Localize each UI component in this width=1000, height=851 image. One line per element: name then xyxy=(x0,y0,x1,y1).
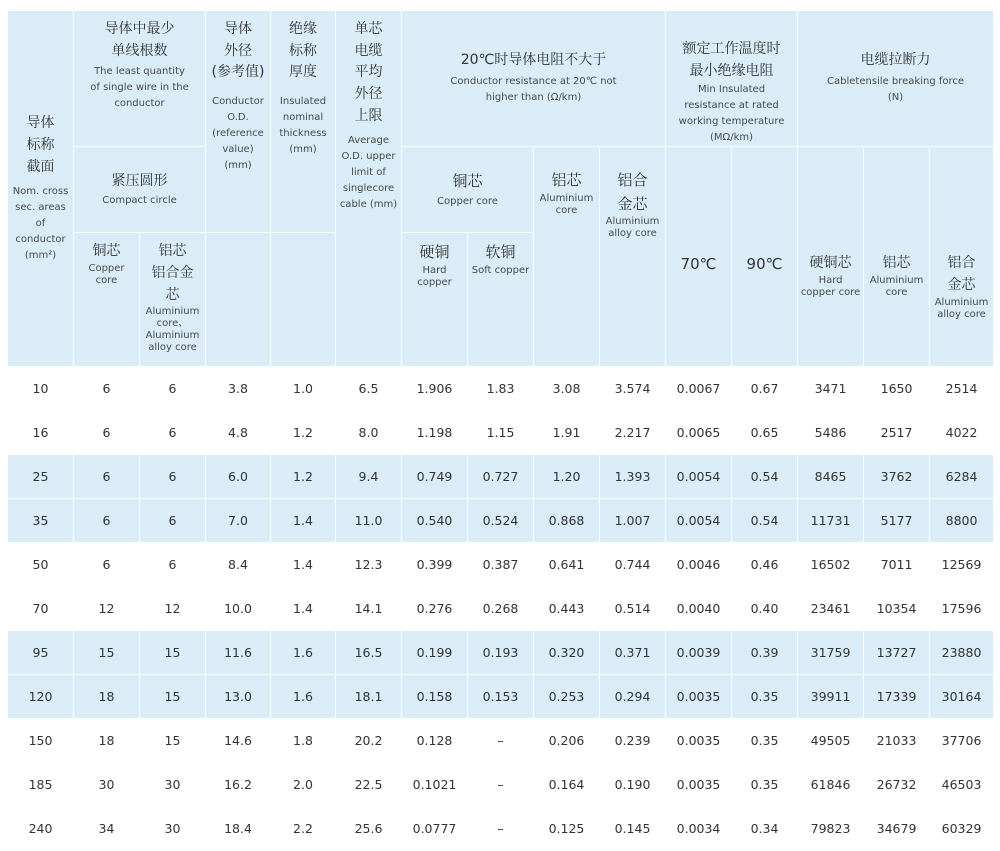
table-row xyxy=(8,587,994,631)
copper-core-wires-en: Copper core xyxy=(88,263,125,287)
cell-alloy-res: 1.393 xyxy=(600,455,666,499)
cell-soft-copper-res: 0.193 xyxy=(468,631,534,675)
cell-alu-wires: 6 xyxy=(140,455,206,499)
cell-copper-wires: 6 xyxy=(74,455,140,499)
min-wires-en: The least quantity of single wire in the conductor xyxy=(90,66,189,110)
cell-alloy-res: 0.239 xyxy=(600,719,666,763)
header-bf-hard-copper xyxy=(798,147,864,367)
cell-bf-hard-copper: 3471 xyxy=(798,367,864,411)
header-hard-copper xyxy=(402,233,468,367)
hard-copper-zh: 硬铜 xyxy=(419,243,450,262)
cell-nominal-area: 150 xyxy=(8,719,74,763)
cell-ins-res-70: 0.0039 xyxy=(666,631,732,675)
cell-nominal-area: 50 xyxy=(8,543,74,587)
table-row xyxy=(8,499,994,543)
cell-ins-res-70: 0.0046 xyxy=(666,543,732,587)
header-copper-core xyxy=(402,147,534,233)
breaking-force-zh: 电缆拉断力 xyxy=(860,51,931,68)
insulation-resistance-zh: 额定工作温度时 最小绝缘电阻 xyxy=(682,41,781,79)
cell-hard-copper-res: 0.276 xyxy=(402,587,468,631)
cell-bf-hard-copper: 39911 xyxy=(798,675,864,719)
cell-bf-alloy: 23880 xyxy=(930,631,994,675)
cell-conductor-od: 7.0 xyxy=(206,499,271,543)
cell-aluminium-res: 0.125 xyxy=(534,807,600,851)
cell-bf-alloy: 6284 xyxy=(930,455,994,499)
cell-bf-aluminium: 13727 xyxy=(864,631,930,675)
cell-aluminium-res: 0.253 xyxy=(534,675,600,719)
cell-bf-aluminium: 3762 xyxy=(864,455,930,499)
cell-soft-copper-res: 1.15 xyxy=(468,411,534,455)
cell-alloy-res: 3.574 xyxy=(600,367,666,411)
cell-insulation-thickness: 1.4 xyxy=(271,587,336,631)
header-copper-core-wires xyxy=(74,233,140,367)
table-row xyxy=(8,719,994,763)
header-od-spacer xyxy=(206,233,271,367)
cell-soft-copper-res: – xyxy=(468,763,534,807)
cell-ins-res-90: 0.46 xyxy=(732,543,798,587)
cell-copper-wires: 15 xyxy=(74,631,140,675)
insulation-zh: 绝缘 标称 厚度 xyxy=(289,21,317,81)
alu-core-wires-zh-top: 铝芯 xyxy=(158,243,187,260)
table-row xyxy=(8,763,994,807)
cell-nominal-area: 25 xyxy=(8,455,74,499)
cell-insulation-thickness: 1.4 xyxy=(271,499,336,543)
header-conductor-od xyxy=(206,11,271,233)
cell-aluminium-res: 0.641 xyxy=(534,543,600,587)
soft-copper-zh: 软铜 xyxy=(485,243,516,262)
hard-copper-en: Hard copper xyxy=(417,264,452,288)
alloy-core-zh: 铝合 金芯 xyxy=(617,171,648,213)
bf-alloy-en: Aluminium alloy core xyxy=(934,296,989,320)
cell-bf-alloy: 17596 xyxy=(930,587,994,631)
cell-alloy-res: 0.294 xyxy=(600,675,666,719)
cell-alloy-res: 0.145 xyxy=(600,807,666,851)
copper-core-wires-zh: 铜芯 xyxy=(92,243,121,260)
alloy-core-en: Aluminium alloy core xyxy=(605,215,660,239)
cell-avg-od: 25.6 xyxy=(336,807,402,851)
cell-ins-res-70: 0.0035 xyxy=(666,763,732,807)
cell-alu-wires: 15 xyxy=(140,719,206,763)
compact-circle-en: Compact circle xyxy=(102,194,177,206)
header-insulation-resistance xyxy=(666,11,798,147)
cell-alu-wires: 15 xyxy=(140,631,206,675)
cell-avg-od: 14.1 xyxy=(336,587,402,631)
cell-copper-wires: 6 xyxy=(74,411,140,455)
cell-nominal-area: 240 xyxy=(8,807,74,851)
header-aluminium-core xyxy=(534,147,600,367)
cell-ins-res-70: 0.0067 xyxy=(666,367,732,411)
cell-ins-res-90: 0.54 xyxy=(732,455,798,499)
resistance-zh: 20℃时导体电阻不大于 xyxy=(460,51,607,68)
cell-aluminium-res: 0.206 xyxy=(534,719,600,763)
cell-hard-copper-res: 0.749 xyxy=(402,455,468,499)
cell-copper-wires: 6 xyxy=(74,499,140,543)
table-row xyxy=(8,807,994,851)
resistance-en: Conductor resistance at 20℃ not higher than (Ω/km) xyxy=(450,75,617,103)
header-alloy-core xyxy=(600,147,666,367)
cell-bf-hard-copper: 16502 xyxy=(798,543,864,587)
cell-bf-hard-copper: 8465 xyxy=(798,455,864,499)
cell-copper-wires: 18 xyxy=(74,719,140,763)
cell-bf-aluminium: 2517 xyxy=(864,411,930,455)
cell-nominal-area: 10 xyxy=(8,367,74,411)
cell-conductor-od: 8.4 xyxy=(206,543,271,587)
cell-insulation-thickness: 1.6 xyxy=(271,631,336,675)
table-row xyxy=(8,455,994,499)
cell-bf-hard-copper: 5486 xyxy=(798,411,864,455)
cell-nominal-area: 185 xyxy=(8,763,74,807)
cell-hard-copper-res: 0.540 xyxy=(402,499,468,543)
cell-bf-alloy: 2514 xyxy=(930,367,994,411)
cell-bf-aluminium: 21033 xyxy=(864,719,930,763)
cell-ins-res-90: 0.35 xyxy=(732,763,798,807)
cell-soft-copper-res: 0.727 xyxy=(468,455,534,499)
cell-ins-res-90: 0.40 xyxy=(732,587,798,631)
cell-soft-copper-res: 1.83 xyxy=(468,367,534,411)
header-bf-aluminium xyxy=(864,147,930,367)
aluminium-core-en: Aluminium core xyxy=(539,192,594,216)
cell-conductor-od: 10.0 xyxy=(206,587,271,631)
cell-conductor-od: 6.0 xyxy=(206,455,271,499)
cell-conductor-od: 3.8 xyxy=(206,367,271,411)
nominal-area-zh: 导体 标称 截面 xyxy=(26,115,55,175)
cell-aluminium-res: 0.320 xyxy=(534,631,600,675)
cell-ins-res-70: 0.0034 xyxy=(666,807,732,851)
header-soft-copper xyxy=(468,233,534,367)
table-row xyxy=(8,675,994,719)
cell-bf-aluminium: 34679 xyxy=(864,807,930,851)
nominal-area-en: Nom. cross sec. areas of conductor (mm²) xyxy=(12,186,69,262)
cell-alloy-res: 0.744 xyxy=(600,543,666,587)
header-nominal-area xyxy=(8,11,74,367)
cell-hard-copper-res: 0.199 xyxy=(402,631,468,675)
cell-avg-od: 8.0 xyxy=(336,411,402,455)
cell-bf-alloy: 37706 xyxy=(930,719,994,763)
cell-ins-res-70: 0.0054 xyxy=(666,455,732,499)
header-breaking-force xyxy=(798,11,994,147)
cell-soft-copper-res: 0.387 xyxy=(468,543,534,587)
cell-soft-copper-res: – xyxy=(468,807,534,851)
cell-ins-res-70: 0.0065 xyxy=(666,411,732,455)
cell-ins-res-90: 0.35 xyxy=(732,719,798,763)
cell-aluminium-res: 3.08 xyxy=(534,367,600,411)
cell-alloy-res: 0.190 xyxy=(600,763,666,807)
copper-core-zh: 铜芯 xyxy=(452,172,483,191)
header-alu-core-wires xyxy=(140,233,206,367)
cell-avg-od: 6.5 xyxy=(336,367,402,411)
cell-nominal-area: 35 xyxy=(8,499,74,543)
cell-insulation-thickness: 1.6 xyxy=(271,675,336,719)
cell-bf-aluminium: 7011 xyxy=(864,543,930,587)
header-compact-circle xyxy=(74,147,206,233)
cell-alloy-res: 1.007 xyxy=(600,499,666,543)
cell-avg-od: 11.0 xyxy=(336,499,402,543)
cell-bf-aluminium: 10354 xyxy=(864,587,930,631)
cell-avg-od: 9.4 xyxy=(336,455,402,499)
header-bf-alloy xyxy=(930,147,994,367)
table-row xyxy=(8,411,994,455)
cell-insulation-thickness: 1.4 xyxy=(271,543,336,587)
header-avg-od xyxy=(336,11,402,367)
cell-copper-wires: 12 xyxy=(74,587,140,631)
cell-bf-hard-copper: 79823 xyxy=(798,807,864,851)
cell-alu-wires: 6 xyxy=(140,411,206,455)
bf-hard-copper-en: Hard copper core xyxy=(800,275,861,299)
cell-insulation-thickness: 2.0 xyxy=(271,763,336,807)
cell-ins-res-70: 0.0040 xyxy=(666,587,732,631)
cell-insulation-thickness: 2.2 xyxy=(271,807,336,851)
cell-aluminium-res: 0.164 xyxy=(534,763,600,807)
bf-hard-copper-zh: 硬铜芯 xyxy=(809,255,852,272)
insulation-resistance-en: Min Insulated resistance at rated working temperature (MΩ/km) xyxy=(678,84,785,144)
cell-alu-wires: 30 xyxy=(140,763,206,807)
table-row xyxy=(8,543,994,587)
bf-aluminium-en: Aluminium core xyxy=(869,275,924,299)
alu-core-wires-zh: 铝合金 芯 xyxy=(151,265,194,303)
cell-conductor-od: 11.6 xyxy=(206,631,271,675)
cable-spec-table xyxy=(7,10,994,851)
cell-conductor-od: 13.0 xyxy=(206,675,271,719)
temp-90-label: 90℃ xyxy=(746,255,783,274)
cell-hard-copper-res: 0.399 xyxy=(402,543,468,587)
cell-hard-copper-res: 0.158 xyxy=(402,675,468,719)
cell-insulation-thickness: 1.2 xyxy=(271,455,336,499)
cell-conductor-od: 16.2 xyxy=(206,763,271,807)
avg-od-zh: 单芯 电缆 平均 外径 上限 xyxy=(354,21,383,124)
cell-hard-copper-res: 0.1021 xyxy=(402,763,468,807)
compact-circle-zh: 紧压圆形 xyxy=(111,173,168,190)
cell-hard-copper-res: 0.128 xyxy=(402,719,468,763)
cell-bf-aluminium: 1650 xyxy=(864,367,930,411)
cell-alu-wires: 6 xyxy=(140,367,206,411)
cell-aluminium-res: 1.20 xyxy=(534,455,600,499)
cell-conductor-od: 4.8 xyxy=(206,411,271,455)
cell-alu-wires: 30 xyxy=(140,807,206,851)
cell-ins-res-90: 0.39 xyxy=(732,631,798,675)
cell-alu-wires: 15 xyxy=(140,675,206,719)
cell-bf-alloy: 8800 xyxy=(930,499,994,543)
cell-nominal-area: 70 xyxy=(8,587,74,631)
soft-copper-en: Soft copper xyxy=(471,264,530,276)
bf-alloy-zh: 铝合 金芯 xyxy=(947,255,976,294)
table-row xyxy=(8,631,994,675)
header-insulation-spacer xyxy=(271,233,336,367)
cell-bf-alloy: 4022 xyxy=(930,411,994,455)
cell-nominal-area: 16 xyxy=(8,411,74,455)
cell-avg-od: 18.1 xyxy=(336,675,402,719)
cell-bf-aluminium: 26732 xyxy=(864,763,930,807)
cell-bf-hard-copper: 11731 xyxy=(798,499,864,543)
copper-core-en: Copper core xyxy=(437,195,498,207)
cell-ins-res-90: 0.34 xyxy=(732,807,798,851)
header-temp-70 xyxy=(666,147,732,367)
header-resistance xyxy=(402,11,666,147)
cell-copper-wires: 6 xyxy=(74,543,140,587)
conductor-od-en: Conductor O.D. (reference value) (mm) xyxy=(212,96,264,172)
cell-bf-hard-copper: 61846 xyxy=(798,763,864,807)
cell-insulation-thickness: 1.8 xyxy=(271,719,336,763)
cell-ins-res-90: 0.67 xyxy=(732,367,798,411)
cell-avg-od: 16.5 xyxy=(336,631,402,675)
cell-bf-alloy: 30164 xyxy=(930,675,994,719)
header-temp-90 xyxy=(732,147,798,367)
min-wires-zh: 导体中最少 单线根数 xyxy=(104,21,175,59)
table-row xyxy=(8,367,994,411)
header-insulation xyxy=(271,11,336,233)
cell-bf-alloy: 60329 xyxy=(930,807,994,851)
cell-alloy-res: 0.514 xyxy=(600,587,666,631)
temp-70-label: 70℃ xyxy=(680,255,717,274)
cell-conductor-od: 18.4 xyxy=(206,807,271,851)
cell-bf-alloy: 12569 xyxy=(930,543,994,587)
cell-ins-res-70: 0.0054 xyxy=(666,499,732,543)
cell-ins-res-90: 0.35 xyxy=(732,675,798,719)
cell-ins-res-90: 0.65 xyxy=(732,411,798,455)
alu-core-wires-en: Aluminium core、Aluminium alloy core xyxy=(145,306,200,354)
cell-bf-aluminium: 17339 xyxy=(864,675,930,719)
table-body xyxy=(8,367,994,851)
cell-ins-res-70: 0.0035 xyxy=(666,719,732,763)
cell-bf-hard-copper: 31759 xyxy=(798,631,864,675)
cell-alu-wires: 12 xyxy=(140,587,206,631)
cell-conductor-od: 14.6 xyxy=(206,719,271,763)
cell-bf-alloy: 46503 xyxy=(930,763,994,807)
cell-avg-od: 20.2 xyxy=(336,719,402,763)
cell-copper-wires: 30 xyxy=(74,763,140,807)
avg-od-en: Average O.D. upper limit of singlecore cable (mm) xyxy=(339,135,398,211)
cell-alloy-res: 0.371 xyxy=(600,631,666,675)
cell-soft-copper-res: 0.524 xyxy=(468,499,534,543)
cell-hard-copper-res: 1.198 xyxy=(402,411,468,455)
cell-alloy-res: 2.217 xyxy=(600,411,666,455)
cell-bf-aluminium: 5177 xyxy=(864,499,930,543)
cell-hard-copper-res: 1.906 xyxy=(402,367,468,411)
cell-avg-od: 12.3 xyxy=(336,543,402,587)
aluminium-core-zh: 铝芯 xyxy=(551,171,582,190)
cell-insulation-thickness: 1.0 xyxy=(271,367,336,411)
cell-insulation-thickness: 1.2 xyxy=(271,411,336,455)
header-min-wires xyxy=(74,11,206,147)
conductor-od-zh: 导体 外径 (参考值) xyxy=(211,21,265,81)
cell-nominal-area: 120 xyxy=(8,675,74,719)
cell-soft-copper-res: 0.153 xyxy=(468,675,534,719)
bf-aluminium-zh: 铝芯 xyxy=(882,255,911,272)
cell-copper-wires: 34 xyxy=(74,807,140,851)
cell-copper-wires: 6 xyxy=(74,367,140,411)
cell-copper-wires: 18 xyxy=(74,675,140,719)
cell-aluminium-res: 0.443 xyxy=(534,587,600,631)
insulation-en: Insulated nominal thickness (mm) xyxy=(279,96,327,156)
cell-aluminium-res: 0.868 xyxy=(534,499,600,543)
cell-bf-hard-copper: 23461 xyxy=(798,587,864,631)
cell-aluminium-res: 1.91 xyxy=(534,411,600,455)
cell-ins-res-90: 0.54 xyxy=(732,499,798,543)
cell-alu-wires: 6 xyxy=(140,543,206,587)
cell-ins-res-70: 0.0035 xyxy=(666,675,732,719)
breaking-force-en: Cabletensile breaking force (N) xyxy=(827,75,965,103)
cell-bf-hard-copper: 49505 xyxy=(798,719,864,763)
cell-alu-wires: 6 xyxy=(140,499,206,543)
cell-hard-copper-res: 0.0777 xyxy=(402,807,468,851)
cell-soft-copper-res: – xyxy=(468,719,534,763)
cell-avg-od: 22.5 xyxy=(336,763,402,807)
cell-soft-copper-res: 0.268 xyxy=(468,587,534,631)
cell-nominal-area: 95 xyxy=(8,631,74,675)
